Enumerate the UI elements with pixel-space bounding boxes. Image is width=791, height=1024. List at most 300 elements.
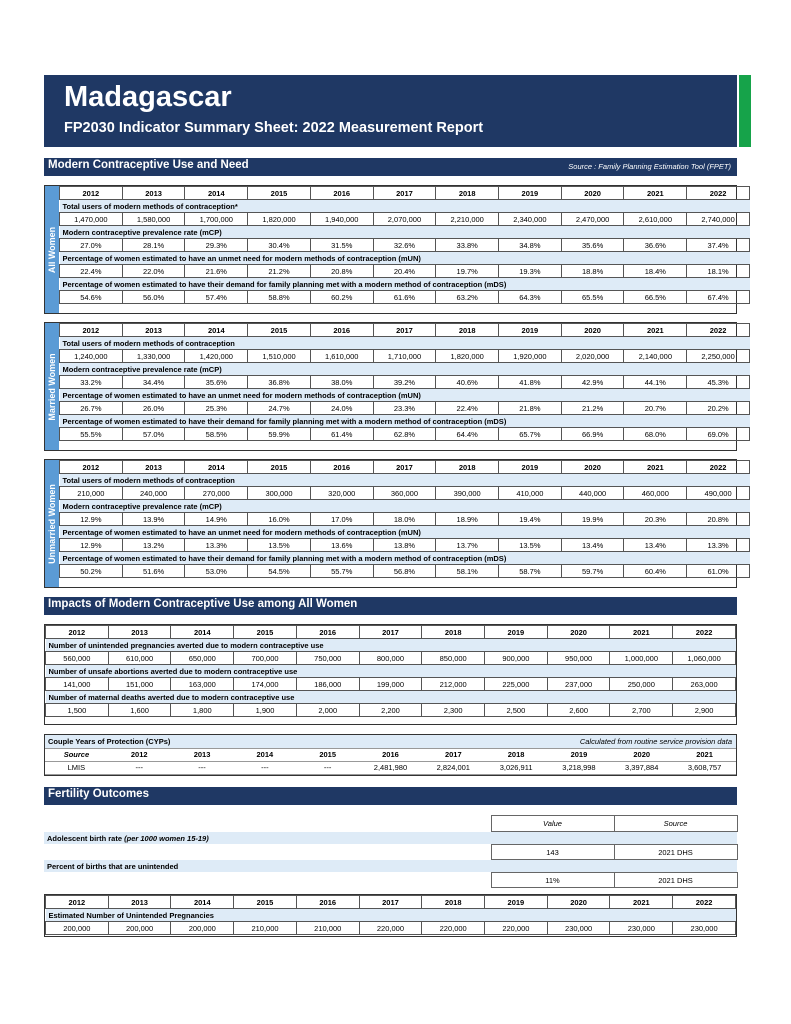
cyp-year: 2018 [485, 748, 548, 761]
indicator-label: Percentage of women estimated to have an unmet need for modern methods of contraception (mUN) [60, 252, 750, 265]
value-cell: 41.8% [499, 376, 562, 389]
year-header: 2016 [310, 187, 373, 200]
indicator-value-row [60, 265, 750, 278]
value-cell: 61.0% [687, 565, 750, 578]
indicator-label: Percentage of women estimated to have an unmet need for modern methods of contraception (mUN) [60, 389, 750, 402]
value-cell: 25.3% [185, 402, 248, 415]
value-cell: 50.2% [60, 565, 123, 578]
value-cell: 2,700 [610, 704, 673, 717]
value-cell: 22.4% [436, 402, 499, 415]
value-cell: 1,920,000 [499, 350, 562, 363]
value-cell: 21.2% [561, 402, 624, 415]
year-header: 2013 [122, 461, 185, 474]
year-header: 2021 [624, 187, 687, 200]
value-cell: 20.3% [624, 513, 687, 526]
indicator-label: Total users of modern methods of contraception* [60, 200, 750, 213]
year-header: 2012 [60, 187, 123, 200]
year-header: 2022 [687, 461, 750, 474]
value-cell: 237,000 [547, 678, 610, 691]
value-cell: 1,700,000 [185, 213, 248, 226]
value-cell: 17.0% [310, 513, 373, 526]
section-fertility [44, 787, 737, 805]
side-label: Married Women [45, 323, 59, 450]
value-cell: 42.9% [561, 376, 624, 389]
year-header-row [60, 187, 750, 200]
value-cell: 1,510,000 [248, 350, 311, 363]
header-banner [44, 75, 737, 147]
value-cell: 56.8% [373, 565, 436, 578]
value-cell: 220,000 [422, 922, 485, 935]
value-cell: 55.5% [60, 428, 123, 441]
value-cell: 1,060,000 [673, 652, 736, 665]
unintended-pregnancies-table [45, 895, 736, 935]
year-header: 2014 [185, 187, 248, 200]
group-married-women [44, 322, 737, 451]
value-cell: 560,000 [46, 652, 109, 665]
value-cell: 40.6% [436, 376, 499, 389]
cyp-value: 3,608,757 [673, 761, 736, 774]
value-cell: 68.0% [624, 428, 687, 441]
value-cell: 65.5% [561, 291, 624, 304]
unintended-pregnancies-block [44, 894, 737, 937]
year-header: 2019 [485, 626, 548, 639]
value-cell: 200,000 [108, 922, 171, 935]
value-cell: 27.0% [60, 239, 123, 252]
value-cell: 300,000 [248, 487, 311, 500]
value-cell: 67.4% [687, 291, 750, 304]
indicator-table [59, 186, 750, 304]
value-cell: 220,000 [359, 922, 422, 935]
value-cell: 2,470,000 [561, 213, 624, 226]
section-impacts [44, 597, 737, 615]
value-cell: 58.1% [436, 565, 499, 578]
value-cell: 32.6% [373, 239, 436, 252]
indicator-label-row [60, 226, 750, 239]
indicator-label-row [60, 474, 750, 487]
value-cell: 200,000 [46, 922, 109, 935]
cyp-value: 2,481,980 [359, 761, 422, 774]
value-cell: 13.2% [122, 539, 185, 552]
year-header: 2015 [248, 461, 311, 474]
unintended-source: 2021 DHS [614, 873, 737, 888]
value-cell: 20.8% [687, 513, 750, 526]
year-header: 2021 [624, 461, 687, 474]
value-cell: 13.6% [310, 539, 373, 552]
value-cell: 2,210,000 [436, 213, 499, 226]
year-header: 2015 [248, 324, 311, 337]
value-cell: 2,900 [673, 704, 736, 717]
year-header: 2013 [122, 187, 185, 200]
value-cell: 1,600 [108, 704, 171, 717]
cyp-value: 3,218,998 [548, 761, 611, 774]
value-cell: 62.8% [373, 428, 436, 441]
value-cell: 64.3% [499, 291, 562, 304]
value-cell: 650,000 [171, 652, 234, 665]
value-cell: 1,000,000 [610, 652, 673, 665]
value-cell: 24.0% [310, 402, 373, 415]
value-cell: 21.8% [499, 402, 562, 415]
value-cell: 13.3% [687, 539, 750, 552]
value-cell: 2,500 [485, 704, 548, 717]
value-cell: 58.7% [499, 565, 562, 578]
year-header: 2022 [687, 187, 750, 200]
year-header: 2018 [422, 626, 485, 639]
cyp-year: 2016 [359, 748, 422, 761]
cyp-year: 2021 [673, 748, 736, 761]
value-cell: 57.4% [185, 291, 248, 304]
value-cell: 20.2% [687, 402, 750, 415]
year-header: 2015 [234, 896, 297, 909]
group-unmarried-women [44, 459, 737, 588]
cyp-title: Couple Years of Protection (CYPs) [45, 735, 359, 748]
indicator-label: Percentage of women estimated to have an unmet need for modern methods of contraception (mUN) [60, 526, 750, 539]
year-header: 2019 [499, 187, 562, 200]
year-header: 2019 [499, 461, 562, 474]
value-cell: 240,000 [122, 487, 185, 500]
cyp-table [45, 735, 736, 775]
indicator-label: Percentage of women estimated to have their demand for family planning met with a modern method of contraception (mDS) [60, 415, 750, 428]
value-cell: 56.0% [122, 291, 185, 304]
year-header: 2021 [610, 896, 673, 909]
value-cell: 1,800 [171, 704, 234, 717]
cyp-value: 3,397,884 [610, 761, 673, 774]
indicator-label-row [60, 526, 750, 539]
value-cell: 23.3% [373, 402, 436, 415]
year-header: 2014 [185, 461, 248, 474]
cyp-year: 2012 [108, 748, 171, 761]
value-cell: 163,000 [171, 678, 234, 691]
indicator-label: Modern contraceptive prevalence rate (mCP) [60, 500, 750, 513]
indicator-label-row [60, 552, 750, 565]
value-cell: 18.4% [624, 265, 687, 278]
section-source: Source : Family Planning Estimation Tool (FPET) [568, 162, 731, 171]
section-title: Fertility Outcomes [48, 788, 149, 800]
value-cell: 2,140,000 [624, 350, 687, 363]
year-header: 2022 [687, 324, 750, 337]
indicator-label-row [60, 278, 750, 291]
value-cell: 2,340,000 [499, 213, 562, 226]
indicator-label-row [60, 389, 750, 402]
year-header: 2022 [673, 626, 736, 639]
value-cell: 61.6% [373, 291, 436, 304]
cyp-block [44, 734, 737, 776]
value-cell: 19.9% [561, 513, 624, 526]
year-header: 2019 [485, 896, 548, 909]
value-cell: 20.4% [373, 265, 436, 278]
accent-bar [739, 75, 751, 147]
year-header: 2020 [561, 461, 624, 474]
cyp-note: Calculated from routine service provision data [359, 735, 736, 748]
year-header: 2018 [436, 324, 499, 337]
value-cell: 220,000 [485, 922, 548, 935]
unintended-label: Percent of births that are unintended [44, 860, 737, 873]
value-cell: 20.8% [310, 265, 373, 278]
year-header: 2015 [234, 626, 297, 639]
value-cell: 38.0% [310, 376, 373, 389]
value-cell: 1,940,000 [310, 213, 373, 226]
indicator-value-row [60, 239, 750, 252]
value-cell: 44.1% [624, 376, 687, 389]
year-header: 2020 [561, 187, 624, 200]
value-cell: 1,900 [234, 704, 297, 717]
value-cell: 66.5% [624, 291, 687, 304]
indicator-value-row [46, 652, 736, 665]
value-cell: 2,070,000 [373, 213, 436, 226]
value-cell: 1,330,000 [122, 350, 185, 363]
value-cell: 45.3% [687, 376, 750, 389]
year-header: 2013 [108, 896, 171, 909]
year-header: 2020 [547, 626, 610, 639]
value-cell: 490,000 [687, 487, 750, 500]
value-cell: 1,710,000 [373, 350, 436, 363]
abr-label: Adolescent birth rate (per 1000 women 15-19) [44, 832, 737, 845]
indicator-value-row [46, 704, 736, 717]
value-cell: 18.1% [687, 265, 750, 278]
year-header-row [60, 324, 750, 337]
cyp-title-row [45, 735, 736, 748]
value-cell: 69.0% [687, 428, 750, 441]
year-header-row [46, 896, 736, 909]
value-cell: 12.9% [60, 539, 123, 552]
source-header: Source [614, 816, 737, 832]
value-cell: 22.4% [60, 265, 123, 278]
value-cell: 33.2% [60, 376, 123, 389]
value-cell: 51.6% [122, 565, 185, 578]
value-cell: 199,000 [359, 678, 422, 691]
value-cell: 13.3% [185, 539, 248, 552]
cyp-source-header: Source [45, 748, 108, 761]
value-cell: 21.2% [248, 265, 311, 278]
value-cell: 1,500 [46, 704, 109, 717]
value-cell: 34.4% [122, 376, 185, 389]
value-cell: 36.6% [624, 239, 687, 252]
value-cell: 34.8% [499, 239, 562, 252]
cyp-year: 2019 [548, 748, 611, 761]
value-cell: 151,000 [108, 678, 171, 691]
year-header: 2014 [171, 626, 234, 639]
year-header: 2014 [185, 324, 248, 337]
value-cell: 13.9% [122, 513, 185, 526]
value-cell: 53.0% [185, 565, 248, 578]
value-cell: 13.5% [248, 539, 311, 552]
value-cell: 440,000 [561, 487, 624, 500]
cyp-value: 2,824,001 [422, 761, 485, 774]
value-cell: 460,000 [624, 487, 687, 500]
value-cell: 65.7% [499, 428, 562, 441]
value-cell: 410,000 [499, 487, 562, 500]
indicator-label: Number of unintended pregnancies averted due to modern contraceptive use [46, 639, 736, 652]
indicator-label-row [46, 909, 736, 922]
impacts-block [44, 624, 737, 725]
indicator-label-row [60, 337, 750, 350]
value-cell: 210,000 [60, 487, 123, 500]
value-cell: 58.8% [248, 291, 311, 304]
indicator-label: Estimated Number of Unintended Pregnancies [46, 909, 736, 922]
indicator-label-row [60, 363, 750, 376]
value-cell: 230,000 [673, 922, 736, 935]
indicator-label: Number of unsafe abortions averted due to modern contraceptive use [46, 665, 736, 678]
value-cell: 13.4% [624, 539, 687, 552]
value-cell: 250,000 [610, 678, 673, 691]
year-header: 2015 [248, 187, 311, 200]
year-header-row [60, 461, 750, 474]
value-cell: 700,000 [234, 652, 297, 665]
year-header: 2012 [60, 324, 123, 337]
indicator-value-row [60, 291, 750, 304]
value-cell: 750,000 [296, 652, 359, 665]
year-header: 2012 [60, 461, 123, 474]
indicator-value-row [60, 487, 750, 500]
value-cell: 12.9% [60, 513, 123, 526]
indicator-label-row [46, 665, 736, 678]
indicator-label: Number of maternal deaths averted due to modern contraceptive use [46, 691, 736, 704]
indicator-table [59, 460, 750, 578]
value-cell: 2,740,000 [687, 213, 750, 226]
value-cell: 19.7% [436, 265, 499, 278]
year-header: 2016 [296, 896, 359, 909]
value-cell: 1,820,000 [436, 350, 499, 363]
indicator-label: Modern contraceptive prevalence rate (mCP) [60, 363, 750, 376]
indicator-label-row [46, 691, 736, 704]
value-cell: 60.4% [624, 565, 687, 578]
year-header: 2018 [436, 187, 499, 200]
indicator-value-row [60, 513, 750, 526]
cyp-year: 2020 [610, 748, 673, 761]
abr-source: 2021 DHS [614, 845, 737, 860]
value-cell: 1,820,000 [248, 213, 311, 226]
value-cell: 20.7% [624, 402, 687, 415]
value-cell: 212,000 [422, 678, 485, 691]
group-all-women [44, 185, 737, 314]
value-cell: 2,000 [296, 704, 359, 717]
value-cell: 66.9% [561, 428, 624, 441]
value-cell: 36.8% [248, 376, 311, 389]
value-cell: 13.5% [499, 539, 562, 552]
year-header: 2016 [310, 324, 373, 337]
indicator-label: Total users of modern methods of contraception [60, 337, 750, 350]
year-header: 2017 [359, 896, 422, 909]
cyp-year: 2013 [171, 748, 234, 761]
year-header: 2018 [422, 896, 485, 909]
value-cell: 174,000 [234, 678, 297, 691]
indicator-value-row [60, 376, 750, 389]
indicator-label: Percentage of women estimated to have their demand for family planning met with a modern method of contraception (mDS) [60, 552, 750, 565]
value-cell: 37.4% [687, 239, 750, 252]
year-header: 2014 [171, 896, 234, 909]
value-cell: 230,000 [547, 922, 610, 935]
section-use-need [44, 158, 737, 176]
indicator-label: Percentage of women estimated to have their demand for family planning met with a modern method of contraception (mDS) [60, 278, 750, 291]
value-cell: 24.7% [248, 402, 311, 415]
value-cell: 210,000 [234, 922, 297, 935]
fertility-block [44, 815, 737, 888]
value-cell: 800,000 [359, 652, 422, 665]
value-cell: 18.9% [436, 513, 499, 526]
value-cell: 2,250,000 [687, 350, 750, 363]
value-cell: 390,000 [436, 487, 499, 500]
section-title: Impacts of Modern Contraceptive Use among All Women [48, 598, 358, 610]
value-cell: 33.8% [436, 239, 499, 252]
section-title: Modern Contraceptive Use and Need [48, 159, 249, 171]
value-cell: 900,000 [485, 652, 548, 665]
indicator-value-row [60, 539, 750, 552]
value-cell: 200,000 [171, 922, 234, 935]
indicator-label-row [60, 415, 750, 428]
value-cell: 55.7% [310, 565, 373, 578]
value-cell: 22.0% [122, 265, 185, 278]
value-cell: 225,000 [485, 678, 548, 691]
year-header: 2016 [310, 461, 373, 474]
value-cell: 850,000 [422, 652, 485, 665]
value-cell: 13.7% [436, 539, 499, 552]
year-header: 2021 [610, 626, 673, 639]
value-cell: 61.4% [310, 428, 373, 441]
value-cell: 141,000 [46, 678, 109, 691]
value-cell: 35.6% [185, 376, 248, 389]
indicator-value-row [60, 402, 750, 415]
year-header: 2022 [673, 896, 736, 909]
value-cell: 1,420,000 [185, 350, 248, 363]
value-cell: 13.4% [561, 539, 624, 552]
value-cell: 950,000 [547, 652, 610, 665]
value-cell: 320,000 [310, 487, 373, 500]
year-header: 2020 [547, 896, 610, 909]
value-cell: 26.0% [122, 402, 185, 415]
value-cell: 59.7% [561, 565, 624, 578]
value-cell: 26.7% [60, 402, 123, 415]
value-cell: 58.5% [185, 428, 248, 441]
value-cell: 30.4% [248, 239, 311, 252]
indicator-label-row [60, 252, 750, 265]
value-cell: 28.1% [122, 239, 185, 252]
indicator-label-row [46, 639, 736, 652]
value-cell: 2,300 [422, 704, 485, 717]
year-header: 2017 [373, 461, 436, 474]
value-cell: 35.6% [561, 239, 624, 252]
side-label: Unmarried Women [45, 460, 59, 587]
cyp-value-row [45, 761, 736, 774]
cyp-value: --- [233, 761, 296, 774]
indicator-value-row [60, 565, 750, 578]
year-header: 2012 [46, 896, 109, 909]
cyp-source: LMIS [45, 761, 108, 774]
year-header: 2013 [122, 324, 185, 337]
side-label: All Women [45, 186, 59, 313]
indicator-value-row [46, 678, 736, 691]
value-cell: 263,000 [673, 678, 736, 691]
cyp-year: 2015 [296, 748, 359, 761]
cyp-year-row [45, 748, 736, 761]
value-cell: 60.2% [310, 291, 373, 304]
value-cell: 57.0% [122, 428, 185, 441]
value-cell: 19.4% [499, 513, 562, 526]
fertility-table [44, 815, 738, 888]
cyp-value: --- [296, 761, 359, 774]
year-header: 2017 [359, 626, 422, 639]
value-cell: 610,000 [108, 652, 171, 665]
value-cell: 1,470,000 [60, 213, 123, 226]
cyp-value: --- [171, 761, 234, 774]
indicator-value-row [46, 922, 736, 935]
year-header: 2017 [373, 187, 436, 200]
value-cell: 54.6% [60, 291, 123, 304]
indicator-table [59, 323, 750, 441]
value-cell: 270,000 [185, 487, 248, 500]
value-cell: 2,200 [359, 704, 422, 717]
cyp-year: 2017 [422, 748, 485, 761]
year-header-row [46, 626, 736, 639]
year-header: 2016 [296, 626, 359, 639]
